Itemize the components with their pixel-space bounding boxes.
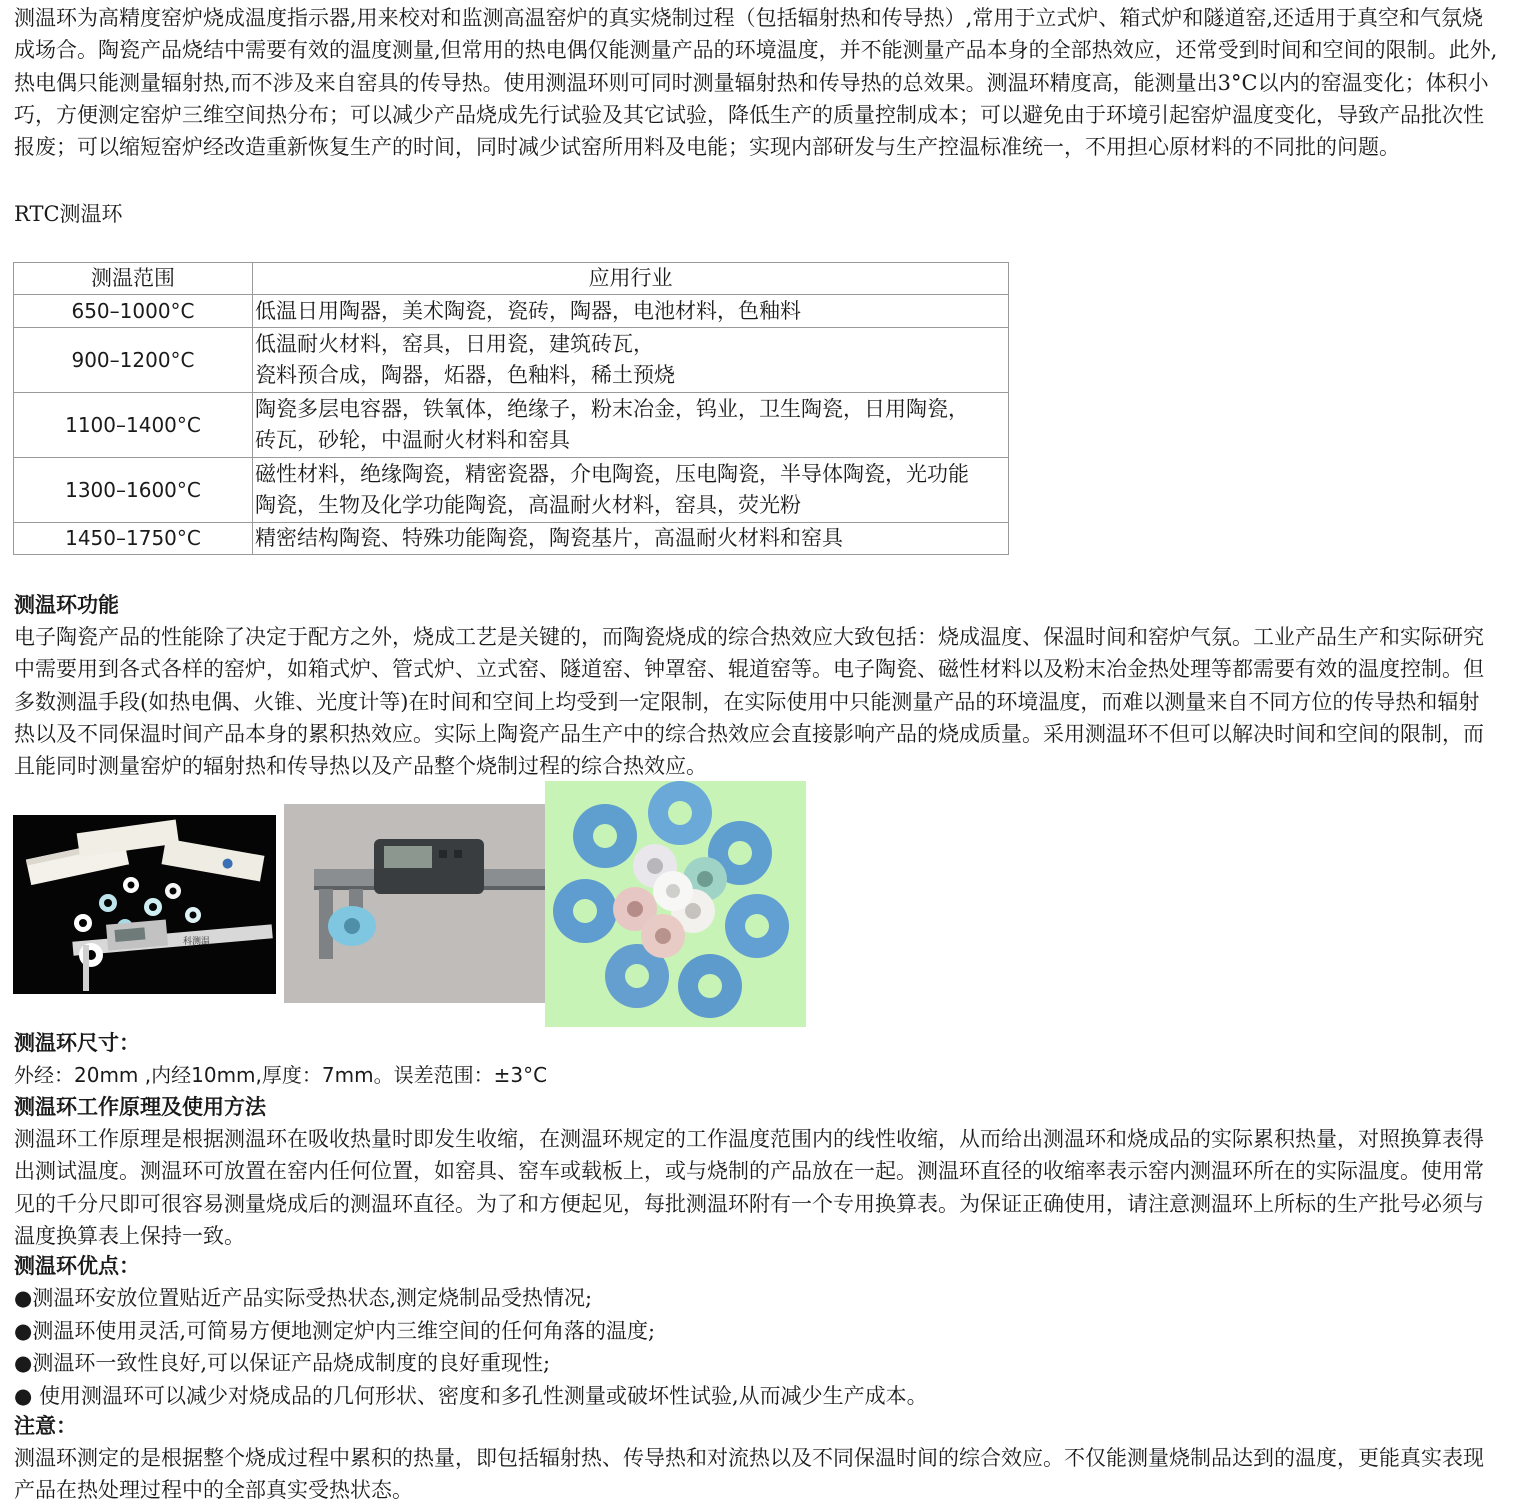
table-row xyxy=(14,458,1009,523)
advantages-heading: 测温环优点： xyxy=(14,1253,140,1278)
header-range: 测温范围 xyxy=(14,263,253,295)
list-item: ● 使用测温环可以减少对烧成品的几何形状、密度和多孔性测量或破坏性试验,从而减少生产成本。 xyxy=(14,1383,928,1408)
industry-cell: 精密结构陶瓷、特殊功能陶瓷，陶瓷基片，高温耐火材料和窑具 xyxy=(253,523,1009,555)
table-row xyxy=(14,393,1009,458)
principle-paragraph: 测温环工作原理是根据测温环在吸收热量时即发生收缩，在测温环规定的工作温度范围内的线性收缩，从而给出测温环和烧成品的实际累积热量，对照换算表得出测试温度。测温环可放置在窑内任何位置，如窑具、窑车或载板上，或与烧制的产品放在一起。测温环直径的收缩率表示窑内测温环所在的实际温度。使用常见的千分尺即可很容易测量烧成后的测温环直径。为了和方便起见，每批测温环附有一个专用换算表。为保证正确使用，请注意测温环上所标的生产批号必须与温度换算表上保持一致。 xyxy=(14,1127,1484,1248)
industry-cell: 低温耐火材料，窑具，日用瓷，建筑砖瓦， 瓷料预合成，陶器，炻器，色釉料，稀土预烧 xyxy=(253,328,1009,393)
intro-paragraph: 测温环为高精度窑炉烧成温度指示器,用来校对和监测高温窑炉的真实烧制过程（包括辐射热和传导热）,常用于立式炉、箱式炉和隧道窑,还适用于真空和气氛烧成场合。陶瓷产品烧结中需要有效的温度测量,但常用的热电偶仅能测量产品的环境温度，并不能测量产品本身的全部热效应，还常受到时间和空间的限制。此外,热电偶只能测量辐射热,而不涉及来自窑具的传导热。使用测温环则可同时测量辐射热和传导热的总效果。测温环精度高，能测量出3°C以内的窑温变化；体积小巧，方便测定窑炉三维空间热分布；可以减少产品烧成先行试验及其它试验，降低生产的质量控制成本；可以避免由于环境引起窑炉温度变化，导致产品批次性报废；可以缩短窑炉经改造重新恢复生产的时间，同时减少试窑所用料及电能；实现内部研发与生产控温标准统一，不用担心原材料的不同批的问题。 xyxy=(14,6,1498,160)
function-paragraph: 电子陶瓷产品的性能除了决定于配方之外，烧成工艺是关键的，而陶瓷烧成的综合热效应大致包括：烧成温度、保温时间和窑炉气氛。工业产品生产和实际研究中需要用到各式各样的窑炉，如箱式炉、管式炉、立式窑、隧道窑、钟罩窑、辊道窑等。电子陶瓷、磁性材料以及粉末冶金热处理等都需要有效的温度控制。但多数测温手段(如热电偶、火锥、光度计等)在时间和空间上均受到一定限制，在实际使用中只能测量产品的环境温度，而难以测量来自不同方位的传导热和辐射热以及不同保温时间产品本身的累积热效应。实际上陶瓷产品生产中的综合热效应会直接影响产品的烧成质量。采用测温环不但可以解决时间和空间的限制，而且能同时测量窑炉的辐射热和传导热以及产品整个烧制过程的综合热效应。 xyxy=(14,625,1484,779)
note-heading: 注意： xyxy=(14,1413,77,1438)
size-heading: 测温环尺寸： xyxy=(14,1030,140,1055)
range-cell: 1300–1600°C xyxy=(14,458,253,523)
temperature-range-table xyxy=(13,262,1009,555)
table-header-row xyxy=(14,263,1009,295)
product-photo-caliper xyxy=(284,804,545,1003)
list-item: ●测温环安放位置贴近产品实际受热状态,测定烧制品受热情况; xyxy=(14,1286,593,1310)
range-cell: 650–1000°C xyxy=(14,295,253,328)
list-item: ●测温环一致性良好,可以保证产品烧成制度的良好重现性; xyxy=(14,1351,551,1375)
industry-cell: 陶瓷多层电容器，铁氧体，绝缘子，粉末冶金，钨业，卫生陶瓷，日用陶瓷， 砖瓦，砂轮，中温耐火材料和窑具 xyxy=(253,393,1009,458)
range-cell: 1100–1400°C xyxy=(14,393,253,458)
header-industry: 应用行业 xyxy=(253,263,1009,295)
table-row xyxy=(14,523,1009,555)
caliper-illustration xyxy=(284,804,545,1003)
industry-cell: 磁性材料，绝缘陶瓷，精密瓷器，介电陶瓷，压电陶瓷，半导体陶瓷，光功能 陶瓷，生物及化学功能陶瓷，高温耐火材料，窑具，荧光粉 xyxy=(253,458,1009,523)
range-cell: 900–1200°C xyxy=(14,328,253,393)
function-heading: 测温环功能 xyxy=(14,592,119,617)
list-item: ●测温环使用灵活,可简易方便地测定炉内三维空间的任何角落的温度; xyxy=(14,1318,656,1343)
photo-caption: 科测温 xyxy=(183,937,211,947)
principle-heading: 测温环工作原理及使用方法 xyxy=(14,1094,266,1119)
note-paragraph: 测温环测定的是根据整个烧成过程中累积的热量，即包括辐射热、传导热和对流热以及不同保温时间的综合效应。不仅能测量烧制品达到的温度，更能真实表现产品在热处理过程中的全部真实受热状态。 xyxy=(14,1446,1484,1503)
industry-cell: 低温日用陶器，美术陶瓷，瓷砖，陶器，电池材料，色釉料 xyxy=(253,295,1009,328)
rtc-label: RTC测温环 xyxy=(14,202,123,226)
range-cell: 1450–1750°C xyxy=(14,523,253,555)
rings-illustration xyxy=(545,781,806,1027)
advantages-list xyxy=(14,1282,928,1412)
table-row xyxy=(14,295,1009,328)
boxes-illustration xyxy=(13,815,276,994)
table-row xyxy=(14,328,1009,393)
size-text: 外经：20mm ,内经10mm,厚度：7mm。误差范围：±3°C xyxy=(14,1063,548,1087)
product-photo-boxes xyxy=(13,815,276,994)
product-photo-rings xyxy=(545,781,806,1027)
